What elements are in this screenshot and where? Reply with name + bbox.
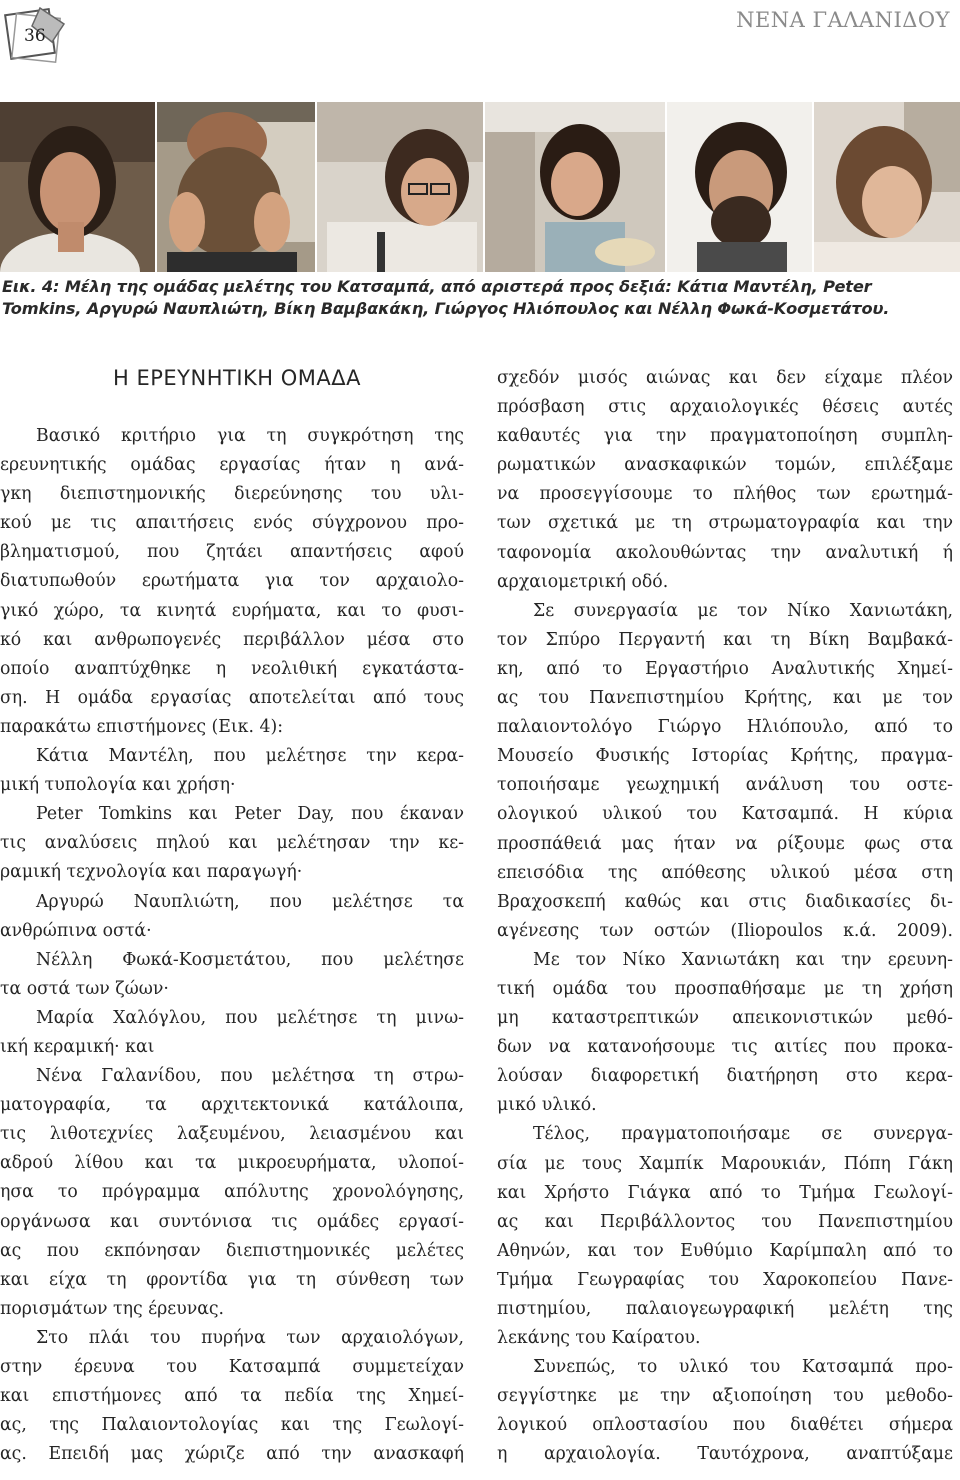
text-line: κό και ανθρωπογενές περιβάλλον μέσα στο <box>0 629 464 650</box>
text-line: λογικού οπλοστασίου που διαθέτει σήμερα <box>497 1415 953 1436</box>
text-line: αρχαιομετρική οδό. <box>497 571 669 592</box>
text-line: αδρού λίθου και τα μικροευρήματα, υλοποί- <box>0 1153 464 1174</box>
photo-viki-vamvakaki <box>485 102 665 272</box>
text-line: μικό υλικό. <box>497 1095 597 1116</box>
text-line: τική ομάδα του προσπαθήσαμε με τη χρήση <box>497 978 953 999</box>
text-line: ας, της Παλαιοντολογίας και της Γεωλογί- <box>0 1415 464 1436</box>
text-line: στην έρευνα του Κατσαμπά συμμετείχαν <box>0 1357 464 1377</box>
left-column-text <box>0 422 464 1469</box>
text-line: μική τυπολογία και χρήση· <box>0 775 236 796</box>
text-line: λεκάνης του Καίρατου. <box>497 1328 701 1349</box>
text-line: Κάτια Μαντέλη, που μελέτησε την κερα- <box>36 746 464 767</box>
text-line: ησα το πρόγραμμα απόλυτης χρονολόγησης, <box>0 1182 464 1203</box>
text-line: και Χρήστο Γιάγκα από το Τμήμα Γεωλογί- <box>497 1182 953 1203</box>
text-line: τοποιήσαμε γεωχημική ανάλυση του οστε- <box>497 775 953 796</box>
text-line: τις λιθοτεχνίες λαξευμένου, λειασμένου και <box>0 1124 464 1145</box>
text-line: επεισόδια της απόθεσης υλικού μέσα στη <box>497 862 953 883</box>
text-line: καθαυτές για την πραγματοποίηση συμπλη- <box>497 426 953 447</box>
photo-argyro-nafpliotis <box>317 102 483 272</box>
text-line: ματογραφία, τα αρχιτεκτονικά κατάλοιπα, <box>0 1095 464 1116</box>
text-line: ας και Περιβάλλοντος του Πανεπιστημίου <box>497 1211 953 1232</box>
text-line: παλαιοντολόγο Γιώργο Ηλιόπουλο, από το <box>497 717 953 738</box>
text-line: τις αναλύσεις πηλού και μελέτησαν την κε- <box>0 833 464 854</box>
text-line: τα οστά των ζώων· <box>0 978 169 999</box>
text-line: παρακάτω επιστήμονες (Εικ. 4): <box>0 716 284 737</box>
text-line: διατυπωθούν ερωτήματα για τον αρχαιολο- <box>0 571 464 592</box>
text-line: Peter Tomkins και Peter Day, που έκαναν <box>36 804 464 825</box>
text-line: ταφονομία ακολουθώντας την αναλυτική ή <box>497 542 953 563</box>
text-line: Τέλος, πραγματοποιήσαμε σε συνεργα- <box>533 1124 953 1145</box>
running-head: ΝΕΝΑ ΓΑΛΑΝΙΔΟΥ <box>736 8 950 32</box>
text-line: λούσαν διαφορετική διατήρηση στο κερα- <box>497 1066 953 1087</box>
text-line: ική κεραμική· και <box>0 1036 155 1057</box>
text-line: Νέλλη Φωκά-Κοσμετάτου, που μελέτησε <box>36 949 464 970</box>
text-line: Με τον Νίκο Χανιωτάκη και την ερευνη- <box>533 949 953 970</box>
text-line: ση. Η ομάδα εργασίας αποτελείται από τους <box>0 687 464 708</box>
photo-nelli-foka-kosmetatou <box>814 102 960 272</box>
text-line: ολογικού υλικού του Κατσαμπά. Η κύρια <box>497 804 953 825</box>
text-line: ας του Πανεπιστημίου Κρήτης, και με τον <box>497 688 953 709</box>
page-number: 36 <box>24 26 46 46</box>
text-line: πρόσβαση στις αρχαιολογικές θέσεις αυτές <box>497 397 953 418</box>
text-line: Αργυρώ Ναυπλιώτη, που μελέτησε τα <box>36 891 464 912</box>
text-line: κη, από το Εργαστήριο Αναλυτικής Χημεί- <box>497 658 953 679</box>
photo-peter-tomkins <box>157 102 315 272</box>
text-line: ρωματικών ανασκαφικών τομών, επιλέξαμε <box>497 455 953 476</box>
text-line: αγένεσης των οστών (Iliopoulos κ.ά. 2009). <box>497 920 953 941</box>
text-line: ας. Επειδή μας χώριζε από την ανασκαφή <box>0 1444 464 1465</box>
section-title: Η ΕΡΕΥΝΗΤΙΚΗ ΟΜΑΔΑ <box>113 366 361 390</box>
text-line: γικό χώρο, τα κινητά ευρήματα, και το φυσι- <box>0 600 464 621</box>
text-line: ανθρώπινα οστά· <box>0 920 152 941</box>
text-line: οποίο αναπτύχθηκε η νεολιθική εγκατάστα- <box>0 658 464 679</box>
text-line: Τμήμα Γεωγραφίας του Χαροκοπείου Πανε- <box>497 1269 953 1290</box>
text-line: σεγγίστηκε με την αξιοποίηση του μεθοδο- <box>497 1386 953 1407</box>
figure-caption <box>2 276 958 320</box>
text-line: βληματισμού, που ζητάει απαντήσεις αφού <box>0 542 464 563</box>
text-line: και είχα τη φροντίδα για τη σύνθεση των <box>0 1269 464 1290</box>
text-line: να προσεγγίσουμε το πλήθος των ερωτημά- <box>497 484 953 505</box>
right-column <box>497 364 953 1470</box>
left-column <box>0 364 464 1469</box>
text-line: οργάνωσα και συντόνισα τις ομάδες εργασί- <box>0 1211 464 1232</box>
text-line: των σχετικά με τη στρωματογραφία και την <box>497 513 953 534</box>
caption-line: Tomkins, Αργυρώ Ναυπλιώτη, Βίκη Βαμβακάκη, Γιώργος Ηλιόπουλος και Νέλλη Φωκά-Κοσμετάτου. <box>2 299 890 318</box>
text-line: Στο πλάι του πυρήνα των αρχαιολόγων, <box>36 1327 464 1348</box>
text-line: Αθηνών, και τον Ευθύμιο Καρίμπαλη από το <box>497 1240 953 1261</box>
page-header <box>0 0 960 70</box>
team-photo-strip <box>0 102 960 272</box>
text-line: και επιστήμονες από τα πεδία της Χημεί- <box>0 1386 464 1407</box>
text-line: Βραχοσκεπή καθώς και στις διαδικασίες δι- <box>497 891 953 912</box>
text-line: σχεδόν μισός αιώνας και δεν είχαμε πλέον <box>497 368 953 388</box>
text-line: Συνεπώς, το υλικό του Κατσαμπά προ- <box>533 1357 953 1378</box>
text-line: πορισμάτων της έρευνας. <box>0 1298 225 1319</box>
photo-giorgos-iliopoulos <box>667 102 812 272</box>
text-line: προσπάθειά μας ήταν να ρίξουμε φως στα <box>497 833 953 854</box>
text-line: πιστημίου, παλαιογεωγραφική μελέτη της <box>497 1299 953 1319</box>
text-line: δων να κατανοήσουμε τις αιτίες που προκα- <box>497 1037 953 1058</box>
text-line: Βασικό κριτήριο για τη συγκρότηση της <box>36 426 464 446</box>
text-line: ας που εκπόνησαν διεπιστημονικές μελέτες <box>0 1240 464 1261</box>
text-line: σία με τους Χαμπίκ Μαρουκιάν, Πόπη Γάκη <box>497 1153 953 1174</box>
text-line: Νένα Γαλανίδου, που μελέτησα τη στρω- <box>36 1066 464 1087</box>
text-line: Μαρία Χαλόγλου, που μελέτησε τη μινω- <box>36 1007 464 1028</box>
caption-line: Εικ. 4: Μέλη της ομάδας μελέτης του Κατσαμπά, από αριστερά προς δεξιά: Κάτια Μαντέλη, Peter <box>2 277 872 296</box>
text-line: τον Σπύρο Περγαντή και τη Βίκη Βαμβακά- <box>497 629 953 650</box>
text-line: κού με τις απαιτήσεις ενός σύγχρονου προ- <box>0 513 464 534</box>
right-column-text <box>497 364 953 1470</box>
text-line: Σε συνεργασία με τον Νίκο Χανιωτάκη, <box>533 600 953 621</box>
photo-katia-mantely <box>0 102 155 272</box>
text-line: γκη διεπιστημονικής διερεύνησης του υλι- <box>0 484 464 505</box>
text-line: ραμική τεχνολογία και παραγωγή· <box>0 862 303 883</box>
text-line: μη καταστρεπτικών απεικονιστικών μεθό- <box>497 1008 953 1029</box>
text-line: Μουσείο Φυσικής Ιστορίας Κρήτης, πραγμα- <box>497 746 953 767</box>
text-line: ερευνητικής ομάδας εργασίας ήταν η ανά- <box>0 455 464 476</box>
text-line: η αρχαιολογία. Ταυτόχρονα, αναπτύξαμε <box>497 1444 953 1465</box>
